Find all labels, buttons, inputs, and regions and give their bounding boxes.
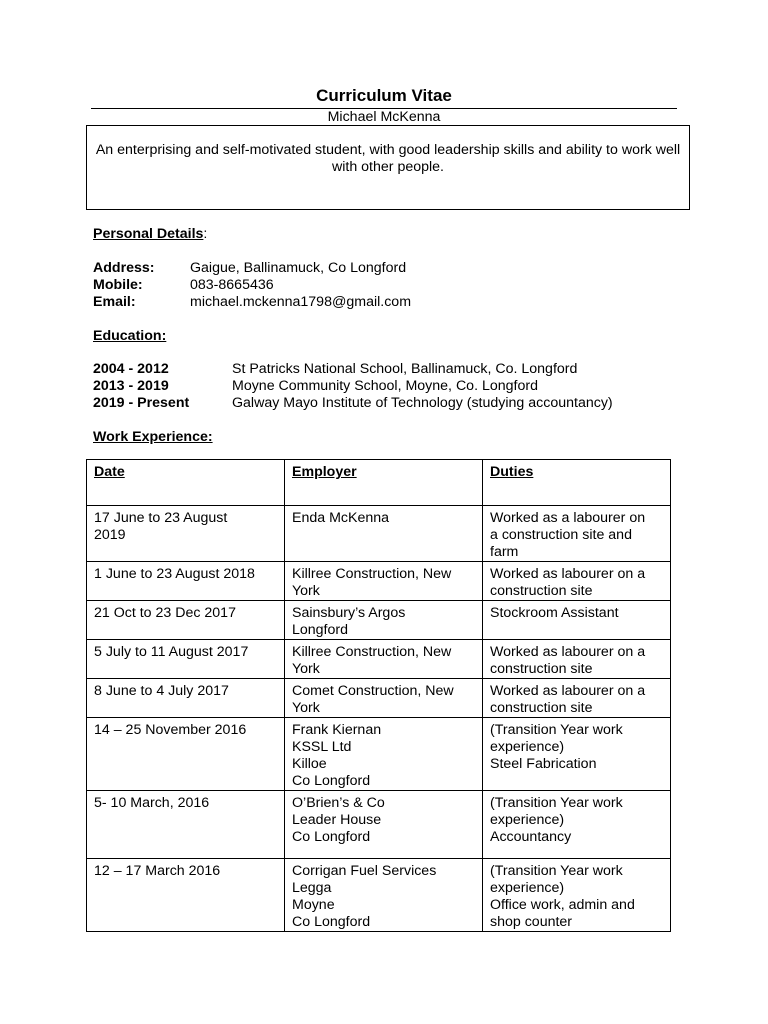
employer-cell xyxy=(285,859,483,932)
duties-cell xyxy=(483,791,671,859)
duties-cell xyxy=(483,506,671,562)
duties-cell xyxy=(483,718,671,791)
education-years: 2004 - 2012 xyxy=(93,361,169,377)
date-cell xyxy=(87,506,285,562)
date-cell xyxy=(87,679,285,718)
date-text: 5- 10 March, 2016 xyxy=(94,795,210,811)
employer-text: O’Brien’s & Co Leader House Co Longford xyxy=(292,795,385,845)
employer-text: Frank Kiernan KSSL Ltd Killoe Co Longford xyxy=(292,722,382,789)
employer-cell xyxy=(285,506,483,562)
employer-cell xyxy=(285,640,483,679)
work-experience-table xyxy=(86,459,671,932)
table-row xyxy=(87,718,671,791)
date-text: 8 June to 4 July 2017 xyxy=(94,683,229,699)
date-cell xyxy=(87,640,285,679)
date-cell xyxy=(87,601,285,640)
employer-text: Killree Construction, New York xyxy=(292,644,452,677)
education-school: St Patricks National School, Ballinamuck, Co. Longford xyxy=(232,361,578,377)
date-text: 12 – 17 March 2016 xyxy=(94,863,221,879)
education-school: Galway Mayo Institute of Technology (studying accountancy) xyxy=(232,395,613,411)
personal-details-colon: : xyxy=(203,226,208,242)
duties-text: Stockroom Assistant xyxy=(490,605,619,621)
table-row xyxy=(87,506,671,562)
date-text: 14 – 25 November 2016 xyxy=(94,722,247,738)
column-header-duties: Duties xyxy=(483,460,671,506)
candidate-name: Michael McKenna xyxy=(327,109,441,125)
duties-text: Worked as labourer on a construction site xyxy=(490,566,646,599)
duties-cell xyxy=(483,601,671,640)
email-label: Email: xyxy=(93,294,136,310)
personal-details-heading-text: Personal Details xyxy=(93,226,204,242)
employer-text: Killree Construction, New York xyxy=(292,566,452,599)
education-school: Moyne Community School, Moyne, Co. Longford xyxy=(232,378,538,394)
duties-cell xyxy=(483,640,671,679)
education-heading: Education: xyxy=(93,328,167,344)
date-cell xyxy=(87,791,285,859)
date-text: 21 Oct to 23 Dec 2017 xyxy=(94,605,236,621)
column-header-date: Date xyxy=(87,460,285,506)
personal-details-heading xyxy=(93,226,207,243)
date-cell xyxy=(87,562,285,601)
employer-cell xyxy=(285,679,483,718)
education-years: 2019 - Present xyxy=(93,395,190,411)
duties-text: Worked as labourer on a construction site xyxy=(490,644,646,677)
date-text: 17 June to 23 August 2019 xyxy=(94,510,228,543)
address-value: Gaigue, Ballinamuck, Co Longford xyxy=(190,260,407,276)
employer-cell xyxy=(285,791,483,859)
date-cell xyxy=(87,859,285,932)
work-experience-heading: Work Experience: xyxy=(93,429,213,445)
document-title: Curriculum Vitae xyxy=(316,86,452,105)
duties-text: Worked as labourer on a construction site xyxy=(490,683,646,716)
mobile-label: Mobile: xyxy=(93,277,143,293)
email-value: michael.mckenna1798@gmail.com xyxy=(190,294,412,310)
table-row xyxy=(87,791,671,859)
duties-cell xyxy=(483,859,671,932)
duties-cell xyxy=(483,679,671,718)
employer-text: Comet Construction, New York xyxy=(292,683,454,716)
employer-text: Sainsbury’s Argos Longford xyxy=(292,605,406,638)
employer-cell xyxy=(285,718,483,791)
duties-cell xyxy=(483,562,671,601)
duties-text: Worked as a labourer on a construction site and farm xyxy=(490,510,646,560)
table-row xyxy=(87,562,671,601)
mobile-value: 083-8665436 xyxy=(190,277,274,293)
duties-text: (Transition Year work experience) Accountancy xyxy=(490,795,623,845)
employer-cell xyxy=(285,601,483,640)
address-label: Address: xyxy=(93,260,155,276)
date-text: 1 June to 23 August 2018 xyxy=(94,566,255,582)
employer-text: Enda McKenna xyxy=(292,510,390,526)
table-row xyxy=(87,679,671,718)
table-row xyxy=(87,859,671,932)
table-row xyxy=(87,640,671,679)
profile-statement: An enterprising and self-motivated student, with good leadership skills and ability to work well with other people. xyxy=(95,142,681,175)
employer-cell xyxy=(285,562,483,601)
duties-text: (Transition Year work experience) Office work, admin and shop counter xyxy=(490,863,635,930)
column-header-employer: Employer xyxy=(285,460,483,506)
duties-text: (Transition Year work experience) Steel Fabrication xyxy=(490,722,623,772)
education-years: 2013 - 2019 xyxy=(93,378,169,394)
employer-text: Corrigan Fuel Services Legga Moyne Co Longford xyxy=(292,863,437,930)
table-row xyxy=(87,601,671,640)
date-cell xyxy=(87,718,285,791)
date-text: 5 July to 11 August 2017 xyxy=(94,644,249,660)
table-header-row xyxy=(87,460,671,506)
